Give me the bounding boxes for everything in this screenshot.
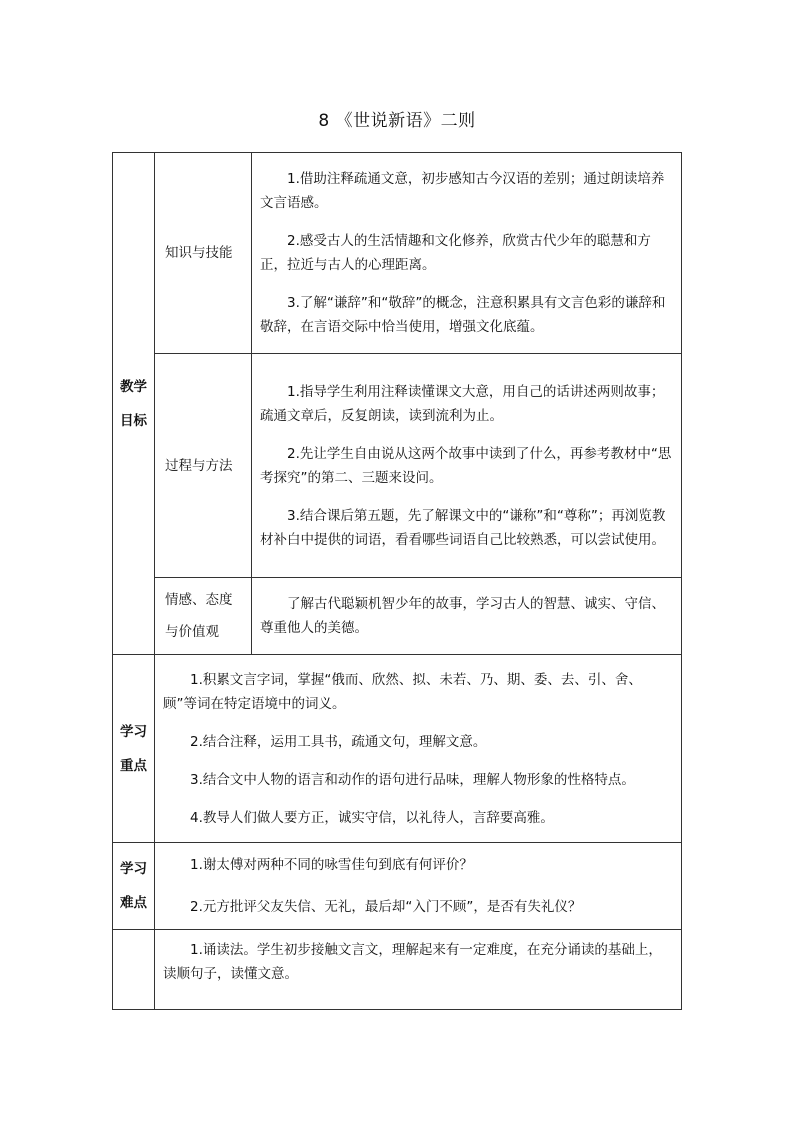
key-points-category-cell xyxy=(113,655,155,843)
process-item: 2.先让学生自由说从这两个故事中读到了什么，再参考教材中“思考探究”的第二、三题来设问。 xyxy=(260,445,672,486)
difficulties-content-cell xyxy=(155,843,682,930)
knowledge-label: 知识与技能 xyxy=(165,245,233,261)
difficulties-label-line2: 难点 xyxy=(120,895,147,911)
knowledge-item: 2.感受古人的生活情趣和文化修养，欣赏古代少年的聪慧和方正，拉近与古人的心理距离。 xyxy=(260,233,651,273)
process-item: 3.结合课后第五题，先了解课文中的“谦称”和“尊称”；再浏览教材补白中提供的词语，看看哪些词语自己比较熟悉，可以尝试使用。 xyxy=(260,507,666,548)
process-label: 过程与方法 xyxy=(165,457,233,474)
objectives-category-cell xyxy=(113,153,155,655)
emotion-label-line2: 与价值观 xyxy=(165,624,219,640)
process-content-cell xyxy=(252,354,682,578)
page-title: 8 《世说新语》二则 xyxy=(318,111,476,131)
objectives-label-line2: 目标 xyxy=(120,412,147,429)
methods-row xyxy=(113,930,682,1010)
key-point-item: 1.积累文言字词，掌握“俄而、欣然、拟、未若、乃、期、委、去、引、舍、顾”等词在特定语境中的词义。 xyxy=(163,671,642,712)
key-point-item: 2.结合注释，运用工具书，疏通文句，理解文意。 xyxy=(190,733,487,750)
knowledge-item: 3.了解“谦辞”和“敬辞”的概念，注意积累具有文言色彩的谦辞和敬辞，在言语交际中恰当使用，增强文化底蕴。 xyxy=(260,295,666,335)
key-points-label-line1: 学习 xyxy=(120,723,147,740)
knowledge-item: 1.借助注释疏通文意，初步感知古今汉语的差别；通过朗读培养文言语感。 xyxy=(260,171,665,211)
difficulties-category-cell xyxy=(113,843,155,930)
key-point-item: 3.结合文中人物的语言和动作的语句进行品味，理解人物形象的性格特点。 xyxy=(190,771,635,788)
methods-content-cell xyxy=(155,930,682,1010)
knowledge-content-cell xyxy=(252,153,682,354)
key-points-content-cell xyxy=(155,655,682,843)
key-points-row xyxy=(113,655,682,843)
methods-text: 1.诵读法。学生初步接触文言文，理解起来有一定难度，在充分诵读的基础上，读顺句子，读懂文意。 xyxy=(163,942,662,982)
key-points-label-line2: 重点 xyxy=(120,757,147,774)
difficulty-item: 1.谢太傅对两种不同的咏雪佳句到底有何评价？ xyxy=(190,857,473,873)
difficulties-label-line1: 学习 xyxy=(120,861,147,877)
objectives-process-row xyxy=(113,354,682,578)
objectives-knowledge-row xyxy=(113,153,682,354)
objectives-emotion-row xyxy=(113,578,682,655)
emotion-text: 了解古代聪颖机智少年的故事，学习古人的智慧、诚实、守信、尊重他人的美德。 xyxy=(260,596,665,636)
difficulties-row xyxy=(113,843,682,930)
lesson-plan-table xyxy=(112,152,682,1010)
key-point-item: 4.教导人们做人要方正，诚实守信，以礼待人，言辞要高雅。 xyxy=(190,809,554,826)
emotion-label-cell xyxy=(155,578,252,655)
process-label-cell xyxy=(155,354,252,578)
emotion-content-cell xyxy=(252,578,682,655)
process-item: 1.指导学生利用注释读懂课文大意，用自己的话讲述两则故事；疏通文章后，反复朗读，读到流利为止。 xyxy=(260,383,665,424)
knowledge-label-cell xyxy=(155,153,252,354)
emotion-label-line1: 情感、态度 xyxy=(165,592,233,608)
objectives-label-line1: 教学 xyxy=(120,378,147,395)
difficulty-item: 2.元方批评父友失信、无礼，最后却“入门不顾”，是否有失礼仪？ xyxy=(190,899,582,915)
methods-category-cell xyxy=(113,930,155,1010)
